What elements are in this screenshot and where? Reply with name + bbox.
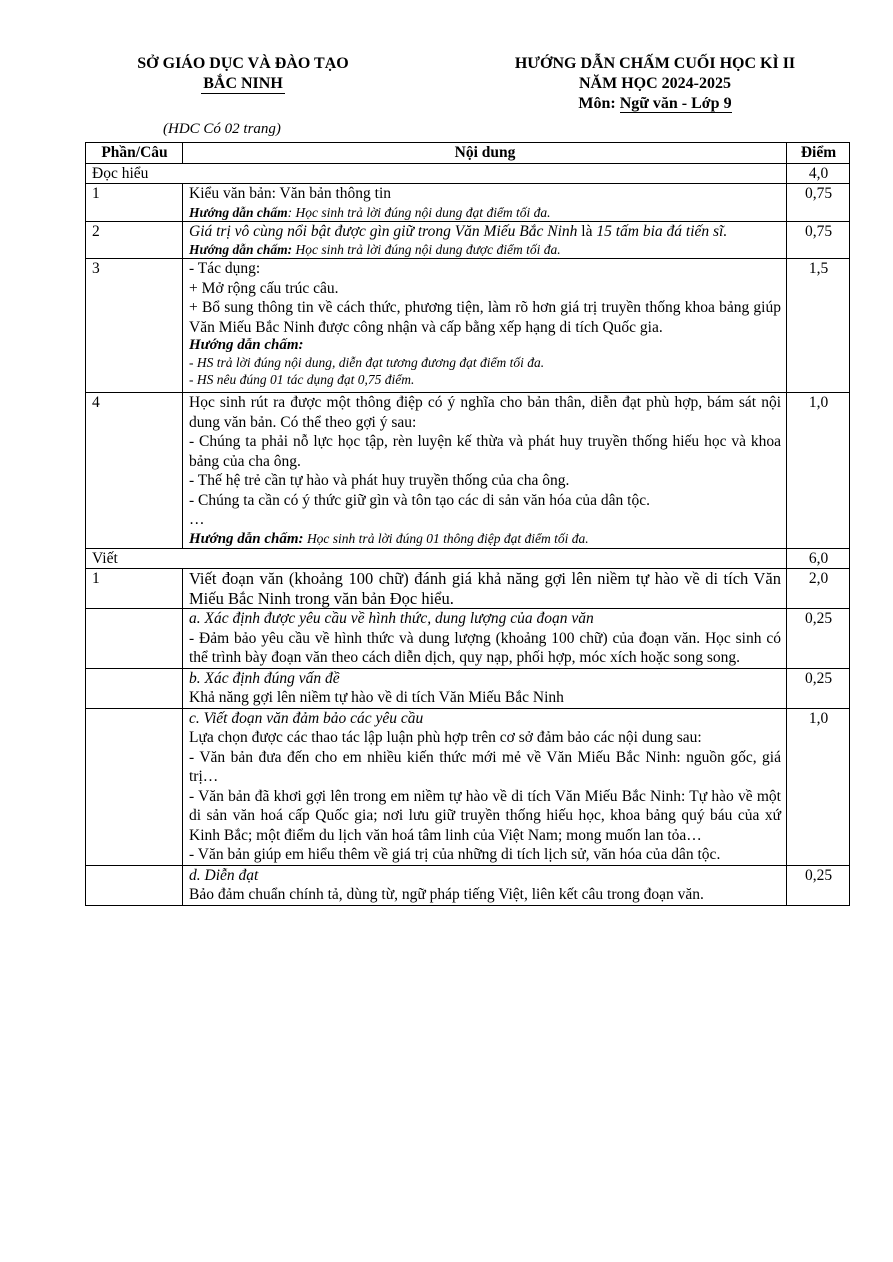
criterion-heading: d. Diễn đạt [189,866,259,884]
answer-line: - Tác dụng: [189,260,261,277]
answer-text-part: Giá trị vô cùng nổi bật được gìn giữ trong Văn Miếu Bắc Ninh [189,222,578,240]
score-cell: 2,0 [787,569,850,609]
score-cell: 1,0 [787,393,850,549]
section-score: 4,0 [787,163,850,184]
guide-label: Hướng dẫn chấm: [189,242,293,257]
guide-text: Học sinh trả lời đúng nội dung được điểm tối đa. [292,242,561,257]
guide-item: - HS nêu đúng 01 tác dụng đạt 0,75 điểm. [189,372,415,387]
criterion-text: Bảo đảm chuẩn chính tả, dùng từ, ngữ pháp tiếng Việt, liên kết câu trong đoạn văn. [189,886,704,903]
section-row-viet [86,548,850,569]
score-cell: 1,5 [787,259,850,393]
table-row [86,865,850,905]
table-header-row [86,143,850,164]
answer-item: - Thế hệ trẻ cần tự hào và phát huy truyền thống của cha ông. [189,472,570,489]
col-header-score: Điểm [787,143,850,164]
answer-content [183,184,787,222]
guide-label: Hướng dẫn chấm: [189,337,304,353]
criterion-item: - Văn bản đã khơi gợi lên trong em niềm tự hào về di tích Văn Miếu Bắc Ninh: Tự hào về một di sản văn hoá cấp Quốc gia; nơi lưu giữ truyền thống hiếu học, khoa bảng quý báu của xứ Kinh Bắc; một điểm du lịch văn hoá tâm linh của Việt Nam; mong muốn lan tỏa… [189,787,781,844]
score-cell: 0,25 [787,668,850,708]
score-cell: 1,0 [787,708,850,865]
table-row [86,569,850,609]
answer-content [183,221,787,259]
answer-item: - Chúng ta phải nỗ lực học tập, rèn luyện kế thừa và phát huy truyền thống hiếu học và khoa bảng của cha ông. [189,433,781,470]
criterion-heading: c. Viết đoạn văn đảm bảo các yêu cầu [189,709,424,727]
score-cell: 0,25 [787,865,850,905]
section-label: Đọc hiểu [86,163,787,184]
answer-content [183,393,787,549]
answer-text-part: là [577,222,597,240]
subject-line [470,94,840,114]
table-row [86,668,850,708]
org-header [98,54,388,94]
empty-cell [86,708,183,865]
answer-line: + Mở rộng cấu trúc câu. [189,279,339,297]
section-label: Viết [86,548,787,569]
question-number: 1 [86,569,183,609]
criterion-item: - Văn bản giúp em hiểu thêm về giá trị của những di tích lịch sử, văn hóa của dân tộc. [189,846,721,863]
writing-task-title: Viết đoạn văn (khoảng 100 chữ) đánh giá khả năng gợi lên niềm tự hào về di tích Văn Miếu Bắc Ninh trong văn bản Đọc hiểu. [183,569,787,609]
section-row-doc-hieu [86,163,850,184]
guide-text: Học sinh trả lời đúng 01 thông điệp đạt điểm tối đa. [303,530,589,546]
criterion-text: - Đảm bảo yêu cầu về hình thức và dung lượng (khoảng 100 chữ) của đoạn văn. Học sinh có thể trình bày đoạn văn theo cách diễn dịch, quy nạp, phối hợp, móc xích hoặc song song. [189,629,781,666]
question-number: 2 [86,221,183,259]
subject-label: Môn: [578,95,616,112]
grading-table [85,142,850,906]
answer-content [183,259,787,393]
org-line2: BẮC NINH [203,75,283,92]
ellipsis: … [189,511,205,528]
col-header-content: Nội dung [183,143,787,164]
guide-text: : Học sinh trả lời đúng nội dung đạt điểm tối đa. [287,204,551,220]
answer-text [189,222,781,242]
criterion-heading: b. Xác định đúng vấn đề [189,669,340,687]
question-number: 1 [86,184,183,222]
question-number: 3 [86,259,183,393]
answer-text-part: 15 tấm bia đá tiến sĩ. [596,222,728,240]
answer-item: - Chúng ta cần có ý thức giữ gìn và tôn tạo các di sản văn hóa của dân tộc. [189,491,650,509]
guide-item: - HS trả lời đúng nội dung, diễn đạt tương đương đạt điểm tối đa. [189,355,545,370]
title-line1: HƯỚNG DẪN CHẤM CUỐI HỌC KÌ II [514,55,796,72]
col-header-part: Phần/Câu [86,143,183,164]
answer-intro: Học sinh rút ra được một thông điệp có ý nghĩa cho bản thân, diễn đạt phù hợp, bám sát nội dung văn bản. Có thể theo gợi ý sau: [189,394,781,431]
criterion-intro: Lựa chọn được các thao tác lập luận phù hợp trên cơ sở đảm bảo các nội dung sau: [189,729,702,746]
criterion-text: Khả năng gợi lên niềm tự hào về di tích Văn Miếu Bắc Ninh [189,689,564,706]
question-number: 4 [86,393,183,549]
section-score: 6,0 [787,548,850,569]
criterion-content [183,668,787,708]
subject-value: Ngữ văn - Lớp 9 [619,95,732,112]
criterion-content [183,708,787,865]
empty-cell [86,865,183,905]
grading-guide [189,530,781,548]
table-row [86,221,850,259]
criterion-content [183,609,787,669]
empty-cell [86,609,183,669]
empty-cell [86,668,183,708]
page-count-note: (HDC Có 02 trang) [163,121,281,137]
table-row [86,609,850,669]
guide-label: Hướng dẫn chấm [189,204,288,220]
table-row [86,259,850,393]
table-row [86,708,850,865]
title-line2: NĂM HỌC 2024-2025 [579,75,731,92]
doc-title-header [470,54,840,114]
answer-text: Kiểu văn bản: Văn bản thông tin [189,185,392,202]
guide-label: Hướng dẫn chấm: [189,530,304,547]
table-row [86,393,850,549]
criterion-item: - Văn bản đưa đến cho em nhiều kiến thức mới mẻ về Văn Miếu Bắc Ninh: nguồn gốc, giá trị… [189,748,781,785]
score-cell: 0,75 [787,221,850,259]
score-cell: 0,25 [787,609,850,669]
answer-line: + Bổ sung thông tin về cách thức, phương tiện, làm rõ hơn giá trị truyền thống khoa bảng giúp Văn Miếu Bắc Ninh được công nhận và cấp bằng xếp hạng di tích Quốc gia. [189,299,781,336]
grading-guide [189,241,781,258]
criterion-heading: a. Xác định được yêu cầu về hình thức, dung lượng của đoạn văn [189,610,594,627]
score-cell: 0,75 [787,184,850,222]
table-row [86,184,850,222]
grading-guide [189,204,781,221]
criterion-content [183,865,787,905]
org-line1: SỞ GIÁO DỤC VÀ ĐÀO TẠO [137,55,349,72]
